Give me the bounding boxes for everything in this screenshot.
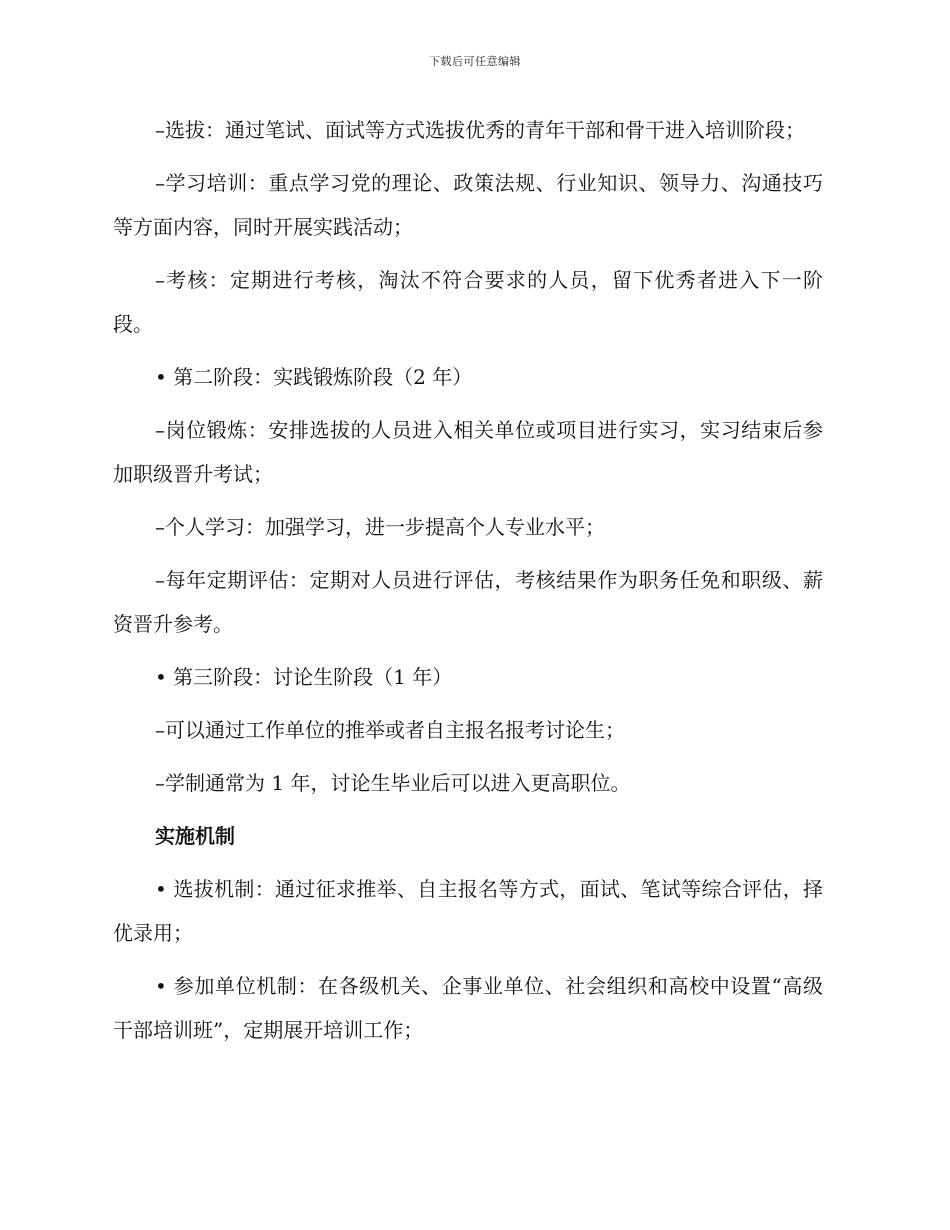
page-header: 下载后可任意编辑: [429, 55, 521, 68]
document-body: [113, 108, 823, 1061]
paragraph-stage-two: • 第二阶段：实践锻炼阶段（2 年）: [155, 365, 473, 389]
paragraph-assessment: –考核：定期进行考核，淘汰不符合要求的人员，留下优秀者进入下一阶段。: [113, 268, 823, 336]
section-heading: 实施机制: [155, 824, 235, 848]
paragraph-stage-three: • 第三阶段：讨论生阶段（1 年）: [155, 665, 453, 689]
paragraph-training: –学习培训：重点学习党的理论、政策法规、行业知识、领导力、沟通技巧等方面内容，同时开展实践活动；: [113, 171, 823, 239]
paragraph-selection-mechanism: • 选拔机制：通过征求推举、自主报名等方式，面试、笔试等综合评估，择优录用；: [113, 877, 823, 945]
paragraph-unit-mechanism: • 参加单位机制：在各级机关、企事业单位、社会组织和高校中设置“高级干部培训班”，定期展开培训工作；: [113, 974, 823, 1042]
paragraph-graduate-entry: –可以通过工作单位的推举或者自主报名报考讨论生；: [155, 718, 625, 742]
paragraph-annual-review: –每年定期评估：定期对人员进行评估，考核结果作为职务任免和职级、薪资晋升参考。: [113, 568, 823, 636]
paragraph-graduate-duration: –学制通常为 1 年，讨论生毕业后可以进入更高职位。: [155, 771, 631, 795]
paragraph-self-study: –个人学习：加强学习，进一步提高个人专业水平；: [155, 515, 605, 539]
paragraph-selection: –选拔：通过笔试、面试等方式选拔优秀的青年干部和骨干进入培训阶段；: [155, 118, 805, 142]
paragraph-post-practice: –岗位锻炼：安排选拔的人员进入相关单位或项目进行实习，实习结束后参加职级晋升考试；: [113, 418, 823, 486]
